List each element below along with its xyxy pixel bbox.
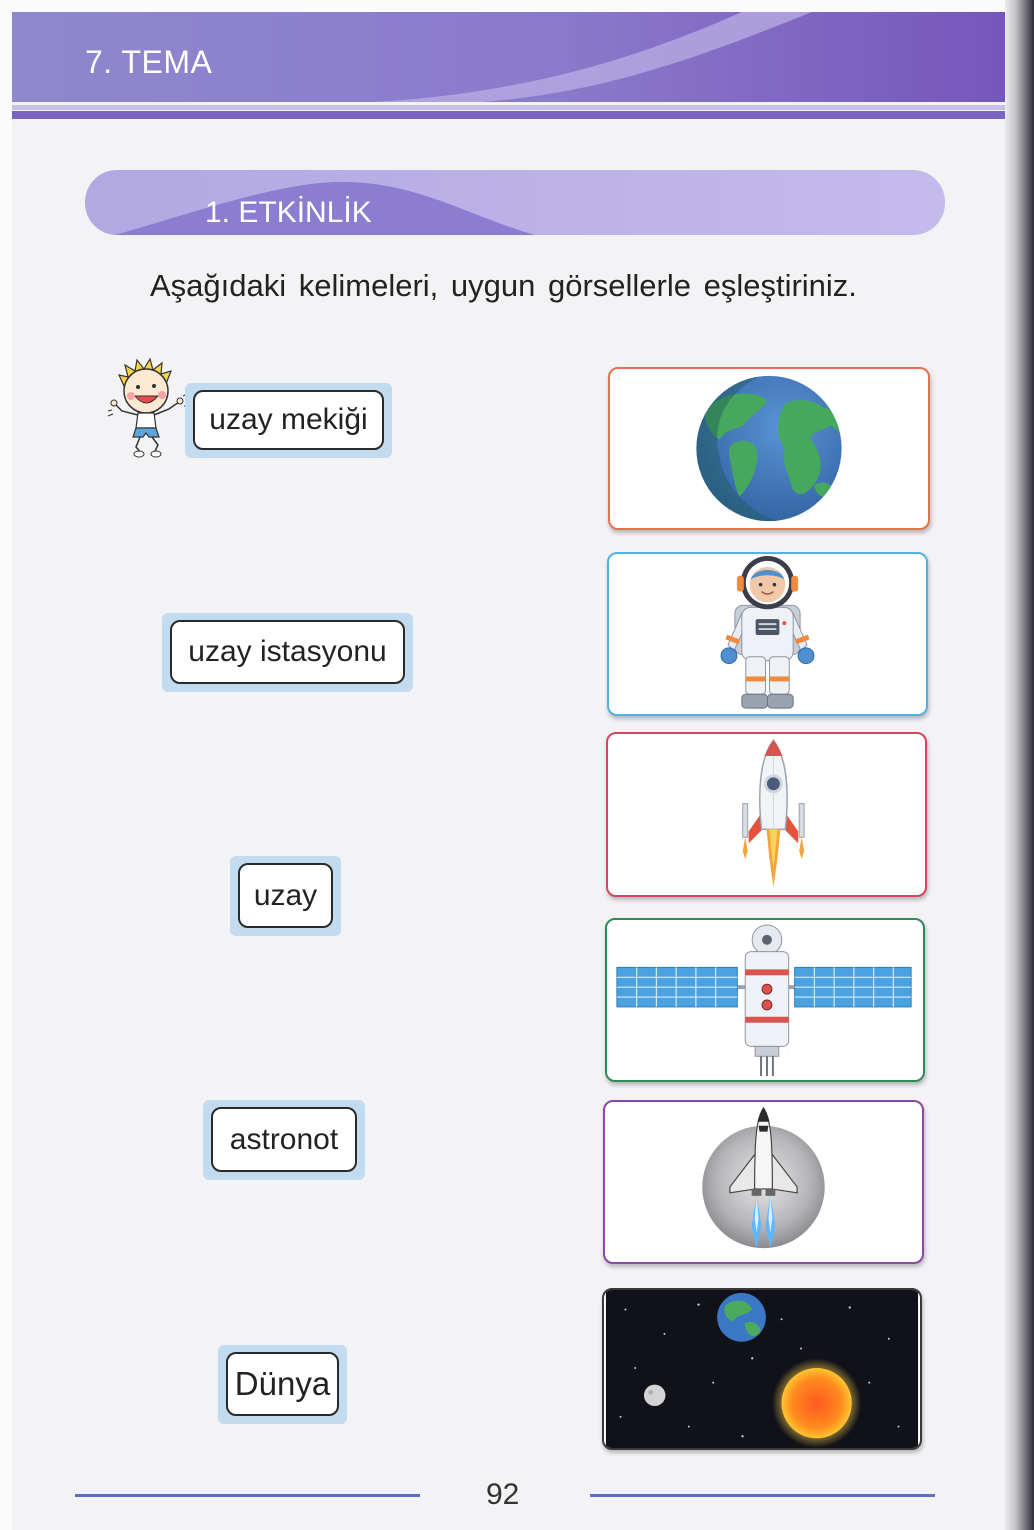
- word-label: uzay: [238, 863, 333, 928]
- earth-icon: [610, 369, 928, 528]
- space-scene-icon: [604, 1290, 920, 1448]
- picture-card-earth: [608, 367, 930, 530]
- word-card-dunya: [218, 1345, 347, 1424]
- word-label: uzay istasyonu: [170, 620, 405, 684]
- word-card-uzay: [230, 856, 341, 936]
- picture-card-space-station: [605, 918, 925, 1082]
- activity-title: 1. ETKİNLİK: [205, 196, 372, 229]
- paper-edge: [0, 0, 1034, 12]
- footer-line-right: [590, 1494, 935, 1497]
- page-number: 92: [486, 1478, 520, 1511]
- word-card-uzay-mekigi: [185, 383, 392, 458]
- space-station-icon: [607, 920, 923, 1080]
- instruction-text: Aşağıdaki kelimeleri, uygun görsellerle eşleştiriniz.: [150, 268, 857, 303]
- picture-card-rocket: [606, 732, 927, 897]
- word-card-uzay-istasyonu: [162, 613, 413, 692]
- space-shuttle-icon: [605, 1102, 922, 1262]
- footer-line-left: [75, 1494, 420, 1497]
- picture-card-space-scene: [602, 1288, 922, 1450]
- theme-title: 7. TEMA: [85, 44, 213, 80]
- astronaut-icon: [609, 554, 926, 714]
- word-card-astronot: [203, 1100, 365, 1180]
- word-label: uzay mekiği: [193, 390, 384, 450]
- kid-illustration-icon: [106, 356, 188, 458]
- word-label: Dünya: [226, 1352, 339, 1416]
- picture-card-astronaut: [607, 552, 928, 716]
- paper-edge: [0, 0, 12, 1530]
- rocket-icon: [608, 734, 925, 895]
- picture-card-space-shuttle: [603, 1100, 924, 1264]
- page-binding: [1005, 0, 1034, 1530]
- word-label: astronot: [211, 1107, 357, 1172]
